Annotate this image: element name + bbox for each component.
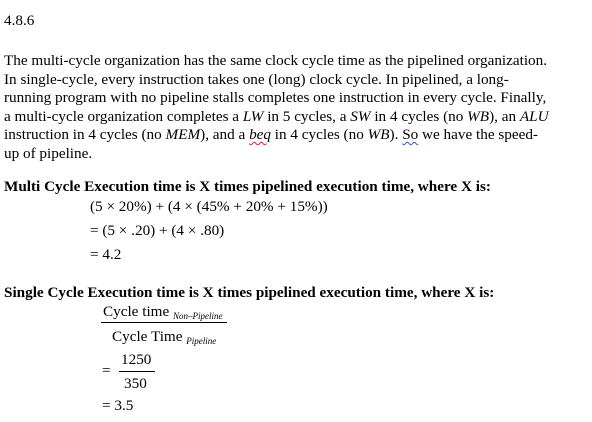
paragraph-line-6: up of pipeline. <box>4 144 93 162</box>
section-number: 4.8.6 <box>4 12 35 29</box>
text-segment: ), and a <box>200 126 250 143</box>
paragraph-line-1: The multi-cycle organization has the same clock cycle time as the pipelined organization. <box>4 52 548 69</box>
text-segment: in 4 cycles (no <box>271 126 368 143</box>
paragraph-line-5 <box>4 126 588 145</box>
mem-term: MEM <box>165 126 201 143</box>
wb-term: WB <box>467 107 490 125</box>
lw-term: LW <box>242 107 264 125</box>
paragraph-line-4 <box>4 108 588 127</box>
alu-term: ALU <box>519 107 549 125</box>
text-segment: instruction in 4 cycles (no <box>4 126 166 143</box>
sw-term: SW <box>350 107 371 125</box>
multi-cycle-result: = 4.2 <box>90 246 122 263</box>
equals-sign: = <box>102 362 111 379</box>
text-segment: ). <box>389 126 403 143</box>
denominator-text: Cycle Time <box>112 328 183 345</box>
fraction-bar <box>101 322 227 323</box>
explanation-paragraph <box>4 52 588 163</box>
multi-cycle-equation-2: = (5 × .20) + (4 × .80) <box>90 222 225 239</box>
denominator-subscript: Pipeline <box>186 336 217 346</box>
denominator-value: 350 <box>124 375 147 392</box>
single-cycle-result: = 3.5 <box>102 397 134 414</box>
text-segment: we have the speed- <box>418 126 538 143</box>
so-word: So <box>402 126 419 143</box>
text-segment: in 4 cycles (no <box>370 107 468 125</box>
text-segment: a multi-cycle organization completes a <box>4 107 243 125</box>
numerator-value: 1250 <box>121 351 152 368</box>
numerator-text: Cycle time <box>103 303 170 320</box>
value-fraction-bar <box>119 371 155 372</box>
wb-term: WB <box>367 126 390 143</box>
single-cycle-heading: Single Cycle Execution time is X times pipelined execution time, where X is: <box>4 284 495 301</box>
paragraph-line-2: In single-cycle, every instruction takes one (long) clock cycle. In pipelined, a long- <box>4 70 509 88</box>
text-segment: in 5 cycles, a <box>263 107 351 125</box>
text-segment: ), an <box>489 107 520 125</box>
multi-cycle-equation-1: (5 × 20%) + (4 × (45% + 20% + 15%)) <box>90 198 328 215</box>
multi-cycle-heading: Multi Cycle Execution time is X times pipelined execution time, where X is: <box>4 178 491 195</box>
paragraph-line-3: running program with no pipeline stalls completes one instruction in every cycle. Finally, <box>4 89 547 106</box>
numerator-subscript: Non–Pipeline <box>173 311 223 321</box>
beq-term: beq <box>249 126 271 143</box>
fraction-denominator <box>112 328 216 351</box>
